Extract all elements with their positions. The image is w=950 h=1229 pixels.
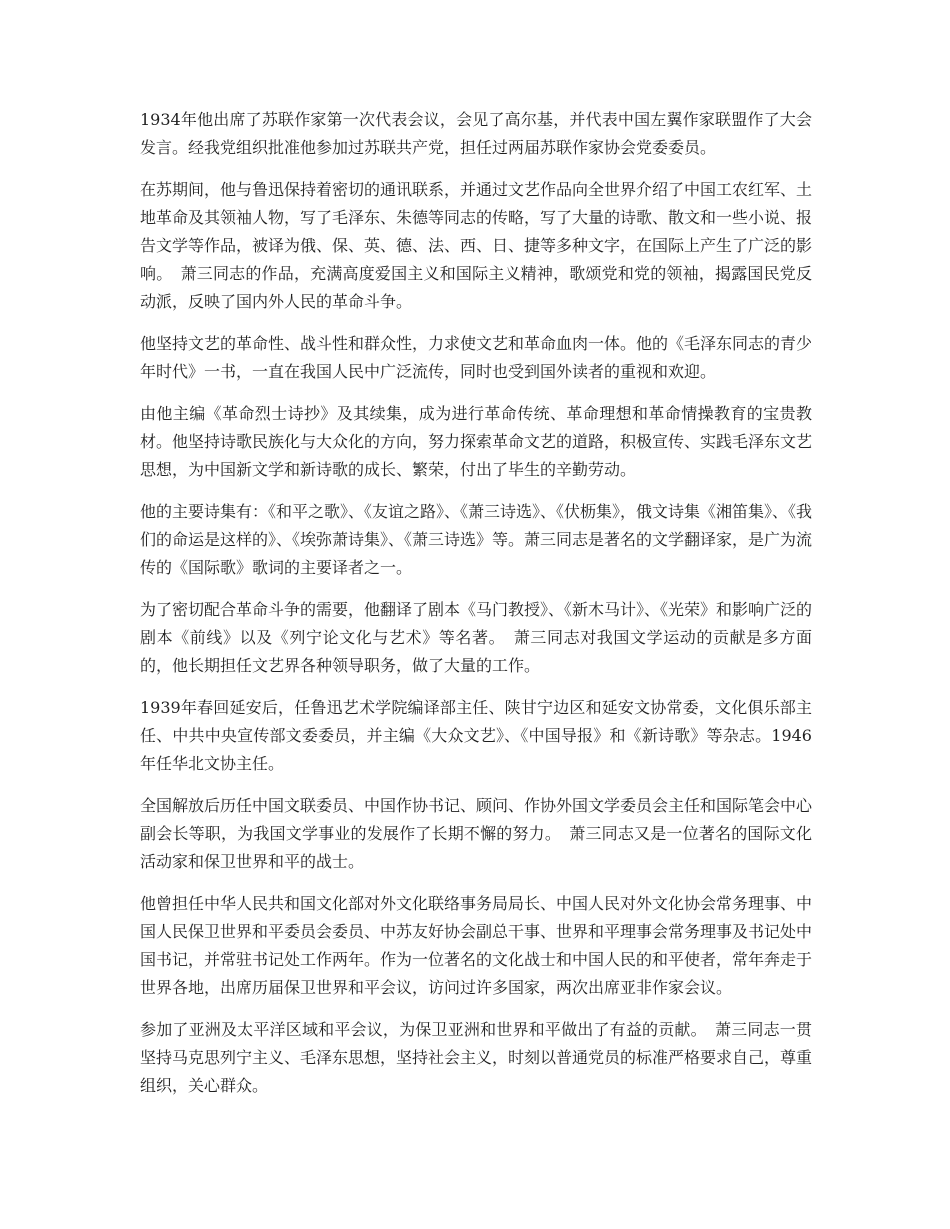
paragraph-6: 为了密切配合革命斗争的需要，他翻译了剧本《马门教授》、《新木马计》、《光荣》和影响广泛的剧本《前线》以及《列宁论文化与艺术》等名著。 萧三同志对我国文学运动的贡献是多方面的，他长期担任文艺界各种领导职务，做了大量的工作。 xyxy=(140,600,813,675)
paragraph-9: 他曾担任中华人民共和国文化部对外文化联络事务局局长、中国人民对外文化协会常务理事、中国人民保卫世界和平委员会委员、中苏友好协会副总干事、世界和平理事会常务理事及书记处中国书记，并常驻书记处工作两年。作为一位著名的文化战士和中国人民的和平使者，常年奔走于世界各地，出席历届保卫世界和平会议，访问过许多国家，两次出席亚非作家会议。 xyxy=(140,894,813,997)
paragraph-10: 参加了亚洲及太平洋区域和平会议，为保卫亚洲和世界和平做出了有益的贡献。 萧三同志一贯坚持马克思列宁主义、毛泽东思想，坚持社会主义，时刻以普通党员的标准严格要求自己，尊重组织，关心群众。 xyxy=(140,1020,813,1095)
document-body xyxy=(140,106,812,1114)
paragraph-7: 1939年春回延安后，任鲁迅艺术学院编译部主任、陕甘宁边区和延安文协常委，文化俱乐部主任、中共中央宣传部文委委员，并主编《大众文艺》、《中国导报》和《新诗歌》等杂志。1946年任华北文协主任。 xyxy=(140,698,812,773)
paragraph-8: 全国解放后历任中国文联委员、中国作协书记、顾问、作协外国文学委员会主任和国际笔会中心副会长等职，为我国文学事业的发展作了长期不懈的努力。 萧三同志又是一位著名的国际文化活动家和保卫世界和平的战士。 xyxy=(140,796,813,871)
paragraph-3: 他坚持文艺的革命性、战斗性和群众性，力求使文艺和革命血肉一体。他的《毛泽东同志的青少年时代》一书，一直在我国人民中广泛流传，同时也受到国外读者的重视和欢迎。 xyxy=(140,334,813,381)
paragraph-1: 1934年他出席了苏联作家第一次代表会议，会见了高尔基，并代表中国左翼作家联盟作了大会发言。经我党组织批准他参加过苏联共产党，担任过两届苏联作家协会党委委员。 xyxy=(140,110,812,157)
paragraph-2: 在苏期间，他与鲁迅保持着密切的通讯联系，并通过文艺作品向全世界介绍了中国工农红军、土地革命及其领袖人物，写了毛泽东、朱德等同志的传略，写了大量的诗歌、散文和一些小说、报告文学等作品，被译为俄、保、英、德、法、西、日、捷等多种文字，在国际上产生了广泛的影响。 萧三同志的作品，充满高度爱国主义和国际主义精神，歌颂党和党的领袖，揭露国民党反动派，反映了国内外人民的革命斗争。 xyxy=(140,180,813,311)
paragraph-5: 他的主要诗集有：《和平之歌》、《友谊之路》、《萧三诗选》、《伏枥集》，俄文诗集《湘笛集》、《我们的命运是这样的》、《埃弥萧诗集》、《萧三诗选》等。萧三同志是著名的文学翻译家，是广为流传的《国际歌》歌词的主要译者之一。 xyxy=(140,502,813,577)
paragraph-4: 由他主编《革命烈士诗抄》及其续集，成为进行革命传统、革命理想和革命情操教育的宝贵教材。他坚持诗歌民族化与大众化的方向，努力探索革命文艺的道路，积极宣传、实践毛泽东文艺思想，为中国新文学和新诗歌的成长、繁荣，付出了毕生的辛勤劳动。 xyxy=(140,404,813,479)
